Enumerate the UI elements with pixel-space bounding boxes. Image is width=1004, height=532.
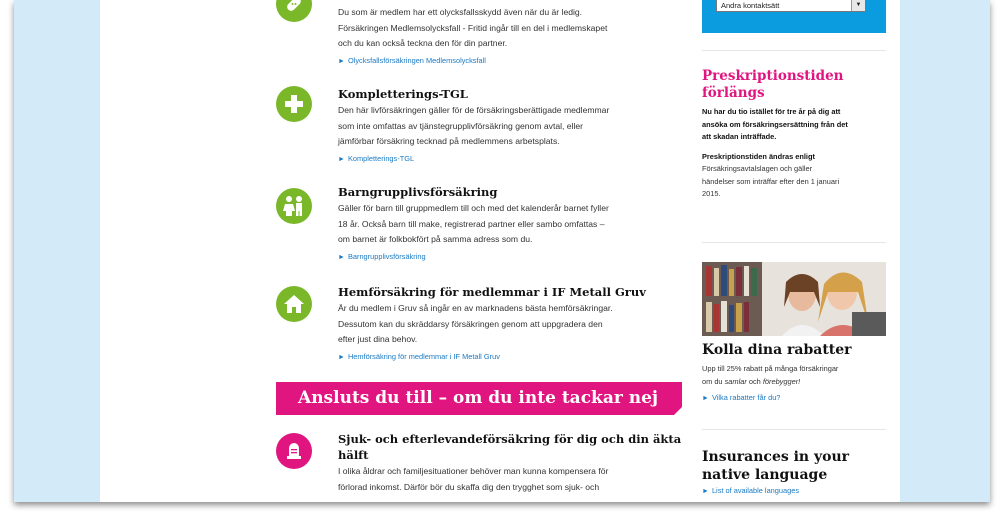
text-line: I olika åldrar och familjesituationer behöver man kunna kompensera för <box>338 466 609 476</box>
bandage-icon <box>276 0 312 22</box>
title-line: Preskriptionstiden <box>702 68 844 84</box>
item-link[interactable] <box>338 352 686 361</box>
text-fragment: om du <box>702 376 725 386</box>
item-description <box>338 103 686 150</box>
text-line: Försäkringen Medlemsolycksfall - Fritid ingår till en del i medlemskapet <box>338 22 608 33</box>
rebates-photo[interactable] <box>702 262 886 336</box>
rebates-text <box>702 363 886 388</box>
rebates-title[interactable]: Kolla dina rabatter <box>702 342 852 358</box>
rebates-link[interactable] <box>702 393 886 402</box>
link-label: Vilka rabatter får du? <box>711 393 781 402</box>
divider <box>702 50 886 51</box>
text-line <box>702 376 886 389</box>
rebates-block <box>702 341 886 402</box>
text-fragment: samlar <box>724 376 747 386</box>
text-line: förlorad inkomst. Därför bör du skaffa dig den trygghet som sjuk- och <box>338 481 600 492</box>
text-line: 2015. <box>702 189 721 198</box>
text-line: ansöka om försäkringsersättning från det <box>702 119 848 129</box>
title-line: native language <box>702 467 828 483</box>
link-label: Kompletterings-TGL <box>347 153 415 163</box>
divider <box>702 242 886 243</box>
text-line: händelser som inträffar efter den 1 januari <box>702 176 840 186</box>
contact-box <box>702 0 886 33</box>
text-line: Upp till 25% rabatt på många försäkringar <box>702 364 839 373</box>
text-line: att skadan inträffade. <box>702 132 777 141</box>
text-line: 18 år. Också barn till make, registrerad partner eller sambo omfattas – <box>338 218 605 229</box>
title-line: Insurances in your <box>702 449 849 465</box>
languages-block <box>702 448 886 495</box>
children-icon <box>276 188 312 224</box>
link-label: Hemförsäkring för medlemmar i IF Metall Gruv <box>347 351 500 361</box>
section-banner: Ansluts du till – om du inte tackar nej <box>276 382 682 415</box>
text-line: efter just dina behov. <box>338 334 418 344</box>
text-line: Den här livförsäkringen gäller för de försäkringsberättigade medlemmar <box>338 105 610 115</box>
arrow-right-icon: ► <box>338 353 345 361</box>
arrow-right-icon: ► <box>702 488 709 495</box>
item-description <box>338 5 686 52</box>
text-line: Du som är medlem har ett olycksfallsskydd även när du är ledig. <box>338 7 583 17</box>
link-label: List of available languages <box>711 486 800 495</box>
item-link[interactable] <box>338 154 686 163</box>
heading-line: Sjuk- och efterlevandeförsäkring för dig och din äkta <box>338 432 682 446</box>
prescription-body <box>702 151 886 201</box>
chevron-down-icon[interactable]: ▼ <box>851 0 865 11</box>
text-line: Försäkringsavtalslagen och gäller <box>702 164 813 173</box>
item-link[interactable] <box>338 252 686 261</box>
arrow-right-icon: ► <box>702 395 709 402</box>
page <box>100 0 900 502</box>
arrow-right-icon: ► <box>338 57 345 65</box>
link-label: Barngrupplivsförsäkring <box>347 251 426 261</box>
title-line: förlängs <box>702 85 765 101</box>
link-label: Olycksfallsförsäkringen Medlemsolycksfall <box>347 55 486 65</box>
text-line: om barnet är folkbokfört på samma adress som du. <box>338 234 533 244</box>
plus-icon <box>276 86 312 122</box>
divider <box>702 429 886 430</box>
prescription-lead <box>702 106 886 144</box>
item-heading: Barngrupplivsförsäkring <box>338 185 498 199</box>
text-line: och du kan också teckna den för din partner. <box>338 38 508 48</box>
item-description <box>338 464 686 495</box>
item-description <box>338 201 686 248</box>
contact-select[interactable] <box>716 0 866 12</box>
arrow-right-icon: ► <box>338 155 345 163</box>
screenshot-frame <box>14 0 990 502</box>
heading-line: hälft <box>338 448 369 462</box>
text-line: jämförbar försäkring tecknad på medlemmens arbetsplats. <box>338 136 560 146</box>
prescription-title <box>702 68 886 102</box>
text-fragment: förebygger! <box>762 376 801 386</box>
languages-title <box>702 448 886 484</box>
text-line: Nu har du tio istället för tre år på dig att <box>702 107 841 116</box>
text-fragment: och <box>746 376 763 386</box>
item-description <box>338 301 686 348</box>
item-heading: Hemförsäkring för medlemmar i IF Metall Gruv <box>338 285 646 299</box>
languages-link[interactable] <box>702 486 886 495</box>
arrow-right-icon: ► <box>338 253 345 261</box>
tombstone-icon <box>276 433 312 469</box>
text-line: Dessutom kan du skräddarsy försäkringen genom att uppgradera den <box>338 318 603 329</box>
text-line: Är du medlem i Gruv så ingår en av marknadens bästa hemförsäkringar. <box>338 303 613 313</box>
item-heading <box>338 431 686 463</box>
text-line: som inte omfattas av tjänstegrupplivförsäkring genom avtal, eller <box>338 120 584 131</box>
item-heading: Kompletterings-TGL <box>338 87 468 101</box>
item-link[interactable] <box>338 56 686 65</box>
prescription-notice <box>702 68 886 201</box>
text-line: Preskriptionstiden ändras enligt <box>702 151 815 161</box>
text-line: Gäller för barn till gruppmedlem till och med det kalenderår barnet fyller <box>338 203 609 213</box>
select-value: Andra kontaktsätt <box>721 1 780 10</box>
house-icon <box>276 286 312 322</box>
